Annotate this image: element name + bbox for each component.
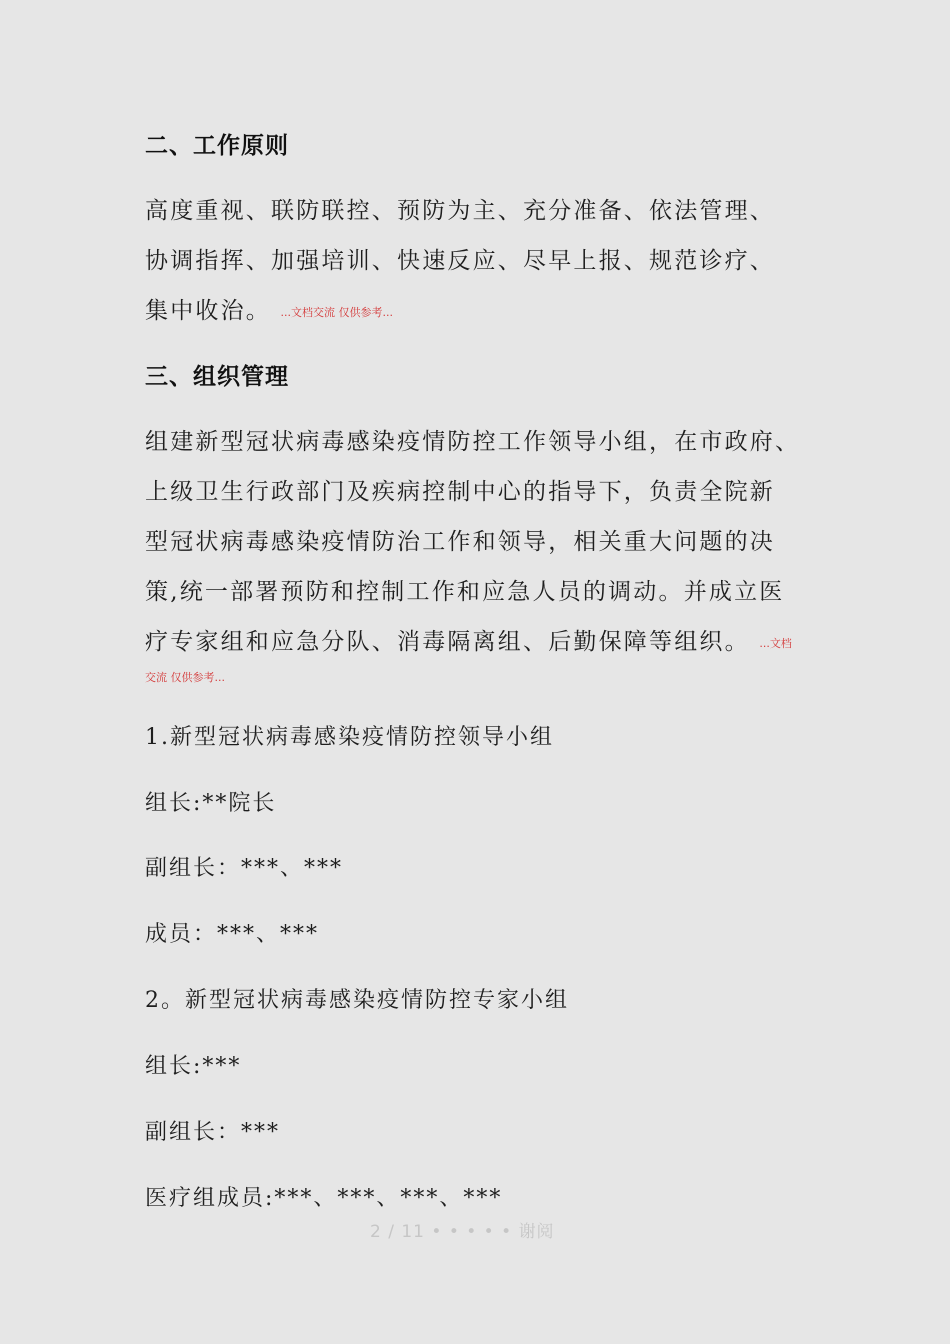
footer-thanks: 谢阅 (518, 1222, 555, 1242)
medical-group-members: 医疗组成员:***、***、***、*** (145, 1186, 503, 1211)
group-title: 1.新型冠状病毒感染疫情防控领导小组 (145, 725, 554, 750)
page-indicator: 2 / 11 (370, 1222, 425, 1242)
page-footer (370, 1217, 555, 1242)
paragraph-line: 策,统一部署预防和控制工作和应急人员的调动。并成立医 (145, 579, 785, 605)
paragraph-line: 上级卫生行政部门及疾病控制中心的指导下，负责全院新 (145, 479, 775, 505)
group-deputy-leader: 副组长：***、*** (145, 856, 344, 881)
section-heading-work-principles: 二、工作原则 (145, 133, 289, 159)
footer-dots: • • • • • (431, 1222, 513, 1242)
group-deputy-leader: 副组长：*** (145, 1120, 281, 1145)
paragraph-text: 疗专家组和应急分队、消毒隔离组、后勤保障等组织。 (145, 629, 750, 655)
section-heading-organization: 三、组织管理 (145, 364, 289, 390)
reference-note: ...文档 (759, 637, 792, 650)
group-leader: 组长:**院长 (145, 791, 277, 816)
paragraph-line: 组建新型冠状病毒感染疫情防控工作领导小组，在市政府、 (145, 429, 801, 455)
group-members: 成员：***、*** (145, 922, 320, 947)
paragraph-line: 型冠状病毒感染疫情防治工作和领导，相关重大问题的决 (145, 529, 775, 555)
reference-note: ...文档交流 仅供参考... (280, 306, 393, 319)
group-title: 2。新型冠状病毒感染疫情防控专家小组 (145, 988, 569, 1013)
paragraph-line (145, 623, 835, 656)
paragraph-text: 集中收治。 (145, 298, 271, 324)
paragraph-line (145, 292, 835, 325)
paragraph-line: 协调指挥、加强培训、快速反应、尽早上报、规范诊疗、 (145, 248, 775, 274)
group-leader: 组长:*** (145, 1054, 242, 1079)
paragraph-line: 高度重视、联防联控、预防为主、充分准备、依法管理、 (145, 198, 775, 224)
reference-note-continued: 交流 仅供参考... (145, 671, 225, 684)
